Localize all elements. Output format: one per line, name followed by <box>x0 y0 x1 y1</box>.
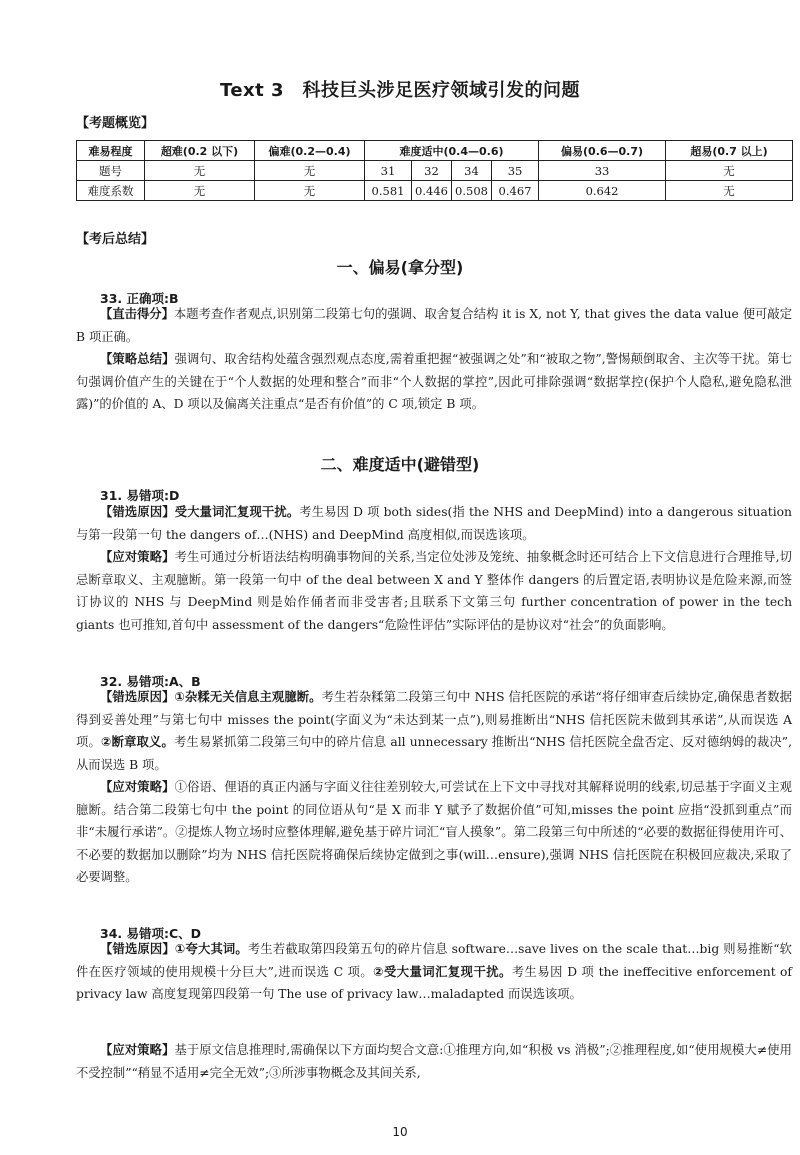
para-text: 基于原文信息推理时,需确保以下方面均契合文意:①推理方向,如“积极 vs 消极”;②推理程度,如“使用规模大≠使用不受控制”“稍显不适用≠完全无效”;③所涉事物概念及其间关系, <box>76 1043 792 1080</box>
table-header-row <box>77 141 793 161</box>
page-number: 10 <box>392 1125 408 1139</box>
table-cell: 35 <box>492 161 539 181</box>
table-cell: 无 <box>255 161 365 181</box>
section-heading-easy: 一、偏易(拿分型) <box>336 258 464 277</box>
table-cell: 无 <box>255 181 365 201</box>
para-text: 考生易因 D 项 the ineffecitive enforcement of privacy law 高度复现第四段第一句 The use of privacy law…maladapted 而误选该项。 <box>76 964 792 1002</box>
table-header-cell: 偏易(0.6—0.7) <box>539 141 666 161</box>
para-bold: ②受大量词汇复现干扰。 <box>373 964 512 979</box>
para-bold: ①夸大其词。 <box>174 942 248 956</box>
table-row <box>77 181 793 201</box>
table-header-cell: 超易(0.7 以上) <box>666 141 793 161</box>
para-text: 强调句、取舍结构处蕴含强烈观点态度,需着重把握“被强调之处”和“被取之物”,警惕颠倒取舍、主次等干扰。第七句强调价值产生的关键在于“个人数据的处理和整合”而非“个人数据的掌控”,因此可排除强调“数据掌控(保护个人隐私,避免隐私泄露)”的价值的 A、D 项以及偏离关注重点“是否有价值”的 C 项,锁定 B 项。 <box>76 352 792 412</box>
table-cell: 0.581 <box>365 181 412 201</box>
table-cell: 0.642 <box>539 181 666 201</box>
para-text: 考生易因 D 项 both sides(指 the NHS and DeepMind) into a dangerous situation 与第一段第一句 the dangers of…(NHS) and DeepMind 高度相似,而误选该项。 <box>76 505 792 542</box>
paragraph <box>76 1039 792 1084</box>
para-tag: 【应对策略】 <box>100 550 175 564</box>
page-title: Text 3 科技巨头涉足医疗领域引发的问题 <box>219 80 581 101</box>
para-tag: 【错选原因】 <box>100 942 175 956</box>
para-bold: ②断章取义。 <box>100 735 175 750</box>
table-cell: 无 <box>666 181 793 201</box>
para-bold: 受大量词汇复现干扰。 <box>174 505 300 519</box>
table-header-cell: 难度适中(0.4—0.6) <box>365 141 539 161</box>
table-cell: 33 <box>539 161 666 181</box>
paragraph <box>76 546 792 636</box>
para-tag: 【错选原因】 <box>100 505 175 519</box>
paragraph <box>76 303 792 348</box>
summary-label: 【考后总结】 <box>76 232 155 247</box>
para-tag: 【应对策略】 <box>100 780 175 794</box>
para-text: ①俗语、俚语的真正内涵与字面义往往差别较大,可尝试在上下文中寻找对其解释说明的线索,切忌基于字面义主观臆断。结合第二段第七句中 the point 的同位语从句“是 X 而非 Y 赋予了数据价值”可知,misses the point 应指“没抓到重点”而非“未履行承诺”。②提炼人物立场时应整体理解,避免基于碎片词汇“盲人摸象”。第二段第三句中所述的“必要的数据征得使用许可、不必要的数据加以删除”均为 NHS 信托医院将确保后续协定做到之事(will…ensure),强调 NHS 信托医院在积极回应裁决,采取了必要调整。 <box>76 780 792 885</box>
paragraph <box>76 501 792 546</box>
table-cell: 无 <box>666 161 793 181</box>
answer-q34: 34. 易错项:C、D <box>100 926 202 941</box>
table-cell: 31 <box>365 161 412 181</box>
table-cell: 0.446 <box>412 181 452 201</box>
para-tag: 【策略总结】 <box>100 352 175 366</box>
paragraph <box>76 348 792 416</box>
answer-q33: 33. 正确项:B <box>100 291 179 306</box>
para-text: 考生若截取第四段第五句的碎片信息 software…save lives on the scale that…big 则易推断“软件在医疗领域的使用规模十分巨大”,进而误选 C 项。 <box>76 942 792 979</box>
row-label-cell: 难度系数 <box>77 181 145 201</box>
table-cell: 无 <box>145 161 255 181</box>
table-cell: 34 <box>452 161 492 181</box>
table-header-cell: 偏难(0.2—0.4) <box>255 141 365 161</box>
table-cell: 32 <box>412 161 452 181</box>
answer-q32: 32. 易错项:A、B <box>100 674 201 689</box>
para-tag: 【应对策略】 <box>100 1043 175 1057</box>
para-text: 考生易紧抓第二段第三句中的碎片信息 all unnecessary 推断出“NHS 信托医院全盘否定、反对德纳姆的裁决”,从而误选 B 项。 <box>76 735 792 772</box>
para-bold: ①杂糅无关信息主观臆断。 <box>174 690 322 704</box>
paragraph <box>76 776 792 889</box>
para-tag: 【直击得分】 <box>100 307 174 321</box>
para-text: 考生可通过分析语法结构明确事物间的关系,当定位处涉及笼统、抽象概念时还可结合上下文信息进行合理推导,切忌断章取义、主观臆断。第一段第一句中 of the deal between X and Y 整体作 dangers 的后置定语,表明协议是危险来源,而签订协议的 NHS 与 DeepMind 则是始作俑者而非受害者;且联系下文第三句 further concentration of power in the tech giants 也可推知,首句中 assessment of the dangers“危险性评估”实际评估的是协议对“社会”的负面影响。 <box>76 550 792 632</box>
para-tag: 【错选原因】 <box>100 690 175 704</box>
section-heading-medium: 二、难度适中(避错型) <box>320 455 480 474</box>
para-text: 考生若杂糅第二段第三句中 NHS 信托医院的承诺“将仔细审查后续协定,确保患者数据得到妥善处理”与第七句中 misses the point(字面义为“未达到某一点”),则易推断出“NHS 信托医院未做到其承诺”,从而误选 A 项。 <box>76 690 792 750</box>
table-header-cell: 难易程度 <box>77 141 145 161</box>
paragraph <box>76 686 792 776</box>
table-cell: 0.467 <box>492 181 539 201</box>
table-cell: 无 <box>145 181 255 201</box>
table-cell: 0.508 <box>452 181 492 201</box>
table-header-cell: 超难(0.2 以下) <box>145 141 255 161</box>
table-row <box>77 161 793 181</box>
paragraph <box>76 938 792 1006</box>
overview-table <box>76 140 793 201</box>
row-label-cell: 题号 <box>77 161 145 181</box>
para-text: 本题考查作者观点,识别第二段第七句的强调、取舍复合结构 it is X, not Y, that gives the data value 便可敲定 B 项正确。 <box>76 307 792 344</box>
overview-label: 【考题概览】 <box>76 116 155 131</box>
answer-q31: 31. 易错项:D <box>100 488 180 503</box>
